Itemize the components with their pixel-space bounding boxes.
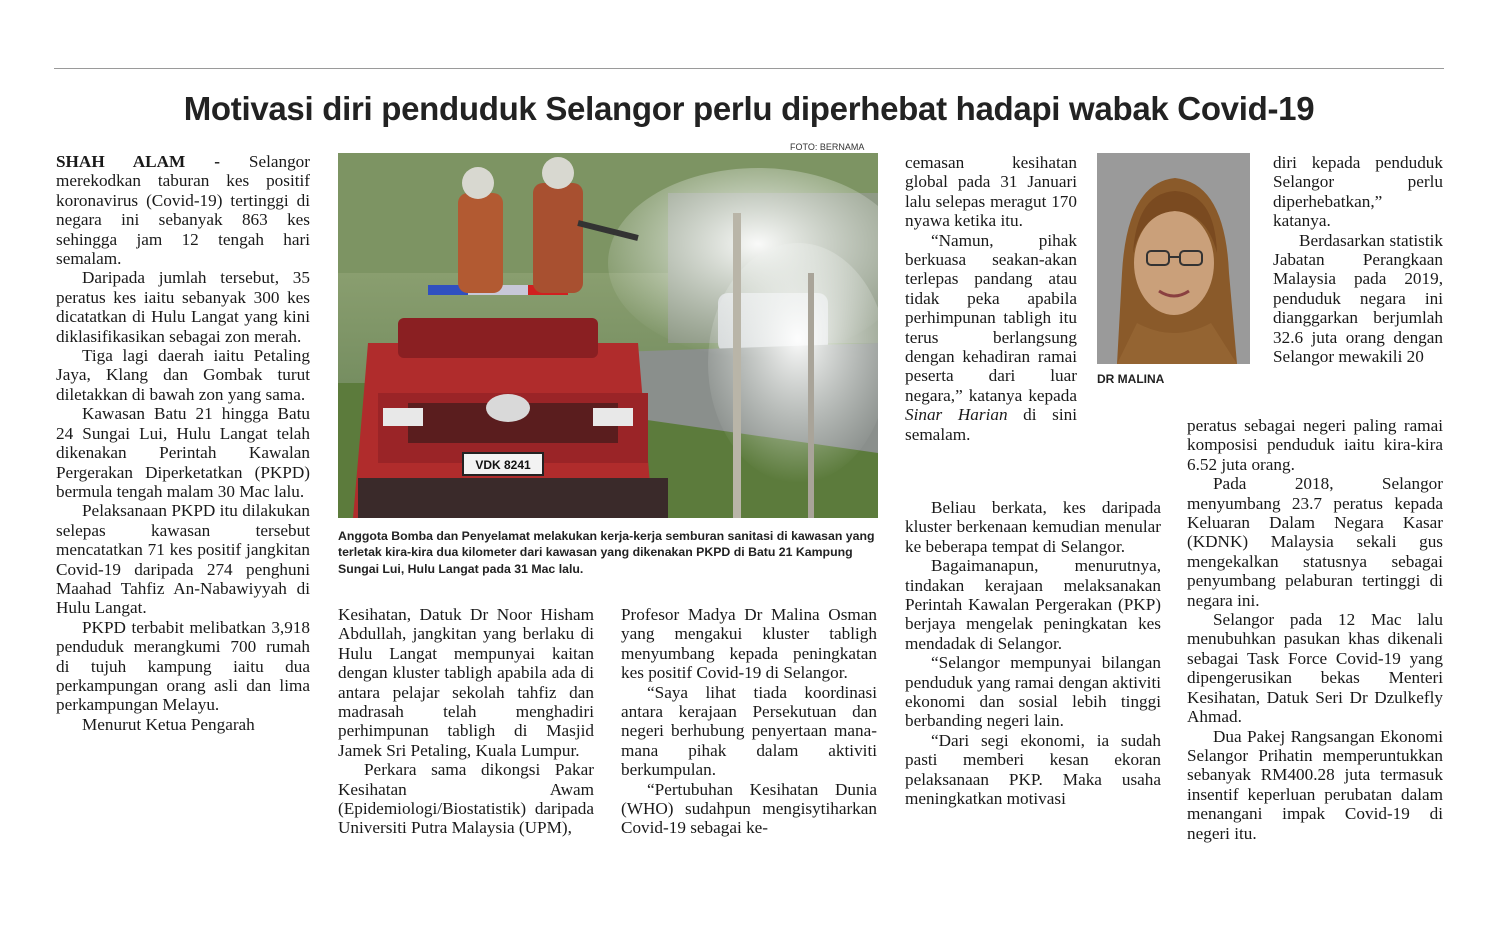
article-paragraph: Menurut Ketua Pengarah <box>82 714 255 734</box>
article-paragraph: Kesihatan, Datuk Dr Noor Hisham Abdullah, jangkitan yang berlaku di Hulu Langat mempunyai kaitan dengan kluster tabligh apabila ada di antara pelajar sekolah tahfiz dan madrasah telah menghadiri perhimpunan tabligh di Masjid Jamek Sri Petaling, Kuala Lumpur. <box>338 605 594 760</box>
article-paragraph: Profesor Madya Dr Malina Osman yang mengakui kluster tabligh menyumbang kepada peningkatan kes positif Covid-19 di Selangor. <box>621 605 877 683</box>
photo-credit: FOTO: BERNAMA <box>790 142 865 152</box>
article-paragraph: “Saya lihat tiada koordinasi antara kerajaan Persekutuan dan negeri berhubung penyertaan mana-mana pihak dalam aktiviti berkumpulan. <box>621 682 877 780</box>
article-column-4-lower <box>905 498 1161 809</box>
article-paragraph: Berdasarkan statistik Jabatan Perangkaan Malaysia pada 2019, penduduk negara ini dianggarkan berjumlah 32.6 juta orang dengan Selangor mewakili 20 <box>1273 230 1443 367</box>
photo-caption: Anggota Bomba dan Penyelamat melakukan kerja-kerja semburan sanitasi di kawasan yang terletak kira-kira dua kilometer dari kawasan yang dikenakan PKPD di Batu 21 Kampung Sungai Lui, Hulu Langat pada 31 Mac lalu. <box>338 529 875 576</box>
article-paragraph: diri kepada penduduk Selangor perlu diperhebatkan,” katanya. <box>1273 153 1443 231</box>
article-paragraph: Beliau berkata, kes daripada kluster berkenaan kemudian menular ke beberapa tempat di Selangor. <box>905 498 1161 556</box>
article-paragraph: cemasan kesihatan global pada 31 Januari lalu selepas meragut 170 nyawa ketika itu. <box>905 153 1077 231</box>
article-paragraph: Daripada jumlah tersebut, 35 peratus kes iaitu sebanyak 300 kes dicatatkan di Hulu Langat yang kini diklasifikasikan sebagai zon merah. <box>56 268 310 346</box>
article-column-4 <box>905 153 1077 444</box>
article-paragraph: Dua Pakej Rangsangan Ekonomi Selangor Prihatin memperuntukkan sebanyak RM400.28 juta termasuk insentif keperluan perubatan dalam menangani impak Covid-19 di negeri itu. <box>1187 726 1443 843</box>
article-column-5-lower <box>1187 416 1443 843</box>
portrait-illustration <box>1097 153 1250 364</box>
portrait-photo <box>1097 153 1250 364</box>
article-paragraph: Perkara sama dikongsi Pakar Kesihatan Awam (Epidemiologi/Biostatistik) daripada Universiti Putra Malaysia (UPM), <box>338 760 594 838</box>
top-rule <box>54 68 1444 69</box>
article-paragraph: Bagaimanapun, menurutnya, tindakan kerajaan melaksanakan Perintah Kawalan Pergerakan (PKP) berjaya mengelak peningkatan kes mendadak di Selangor. <box>905 556 1161 653</box>
dateline: SHAH ALAM - <box>56 152 220 171</box>
article-paragraph: Kawasan Batu 21 hingga Batu 24 Sungai Lui, Hulu Langat telah dikenakan Perintah Kawalan Pergerakan Diperketatkan (PKPD) bermula tengah malam 30 Mac lalu. <box>56 404 310 501</box>
article-paragraph: SHAH ALAM - Selangor merekodkan taburan kes positif koronavirus (Covid-19) tertinggi di negara ini sebanyak 863 kes sehingga jam 12 tengah hari semalam. <box>56 152 310 269</box>
article-paragraph: Tiga lagi daerah iaitu Petaling Jaya, Klang dan Gombak turut diletakkan di bawah zon yang sama. <box>56 346 310 404</box>
article-paragraph: peratus sebagai negeri paling ramai komposisi penduduk iaitu kira-kira 6.52 juta orang. <box>1187 416 1443 474</box>
article-paragraph: Selangor pada 12 Mac lalu menubuhkan pasukan khas dikenali sebagai Task Force Covid-19 yang dipengerusikan bekas Menteri Kesihatan, Datuk Seri Dr Dzulkefly Ahmad. <box>1187 610 1443 727</box>
license-plate: VDK 8241 <box>475 458 531 472</box>
article-column-5 <box>1273 153 1443 366</box>
article-paragraph: “Selangor mempunyai bilangan penduduk yang ramai dengan aktiviti ekonomi dan sosial lebih tinggi berbanding negeri lain. <box>905 653 1161 731</box>
article-paragraph: Pada 2018, Selangor menyumbang 23.7 peratus kepada Keluaran Dalam Negara Kasar (KDNK) Malaysia sekali gus mengekalkan statusnya sebagai penyumbang pelaburan tertinggi di negara ini. <box>1187 474 1443 610</box>
article-paragraph: “Pertubuhan Kesihatan Dunia (WHO) sudahpun mengisytiharkan Covid-19 sebagai ke- <box>621 779 877 838</box>
publication-name: Sinar Harian <box>905 405 1008 425</box>
article-paragraph: Pelaksanaan PKPD itu dilakukan selepas kawasan tersebut mencatatkan 71 kes positif jangkitan Covid-19 daripada 274 penghuni Maahad Tahfiz An-Nabawiyyah di Hulu Langat. <box>56 501 310 618</box>
portrait-label: DR MALINA <box>1097 372 1165 386</box>
news-photo <box>338 153 878 518</box>
article-column-3 <box>621 605 877 838</box>
article-paragraph: “Dari segi ekonomi, ia sudah pasti memberi kesan ekoran pelaksanaan PKP. Maka usaha meningkatkan motivasi <box>905 730 1161 809</box>
article-paragraph: “Namun, pihak berkuasa seakan-akan terlepas pandang atau tidak peka apabila perhimpunan tabligh itu terus berlangsung dengan kehadiran ramai peserta dari luar negara,” katanya kepada Sinar Harian di sini semalam. <box>905 230 1078 444</box>
sanitizing-truck-illustration <box>338 153 878 518</box>
article-paragraph: PKPD terbabit melibatkan 3,918 penduduk merangkumi 700 rumah di tujuh kampung iaitu dua perkampungan orang asli dan lima perkampungan Melayu. <box>56 617 310 715</box>
article-column-1 <box>56 152 310 734</box>
headline: Motivasi diri penduduk Selangor perlu diperhebat hadapi wabak Covid-19 <box>183 90 1315 127</box>
article-column-2 <box>338 605 594 838</box>
